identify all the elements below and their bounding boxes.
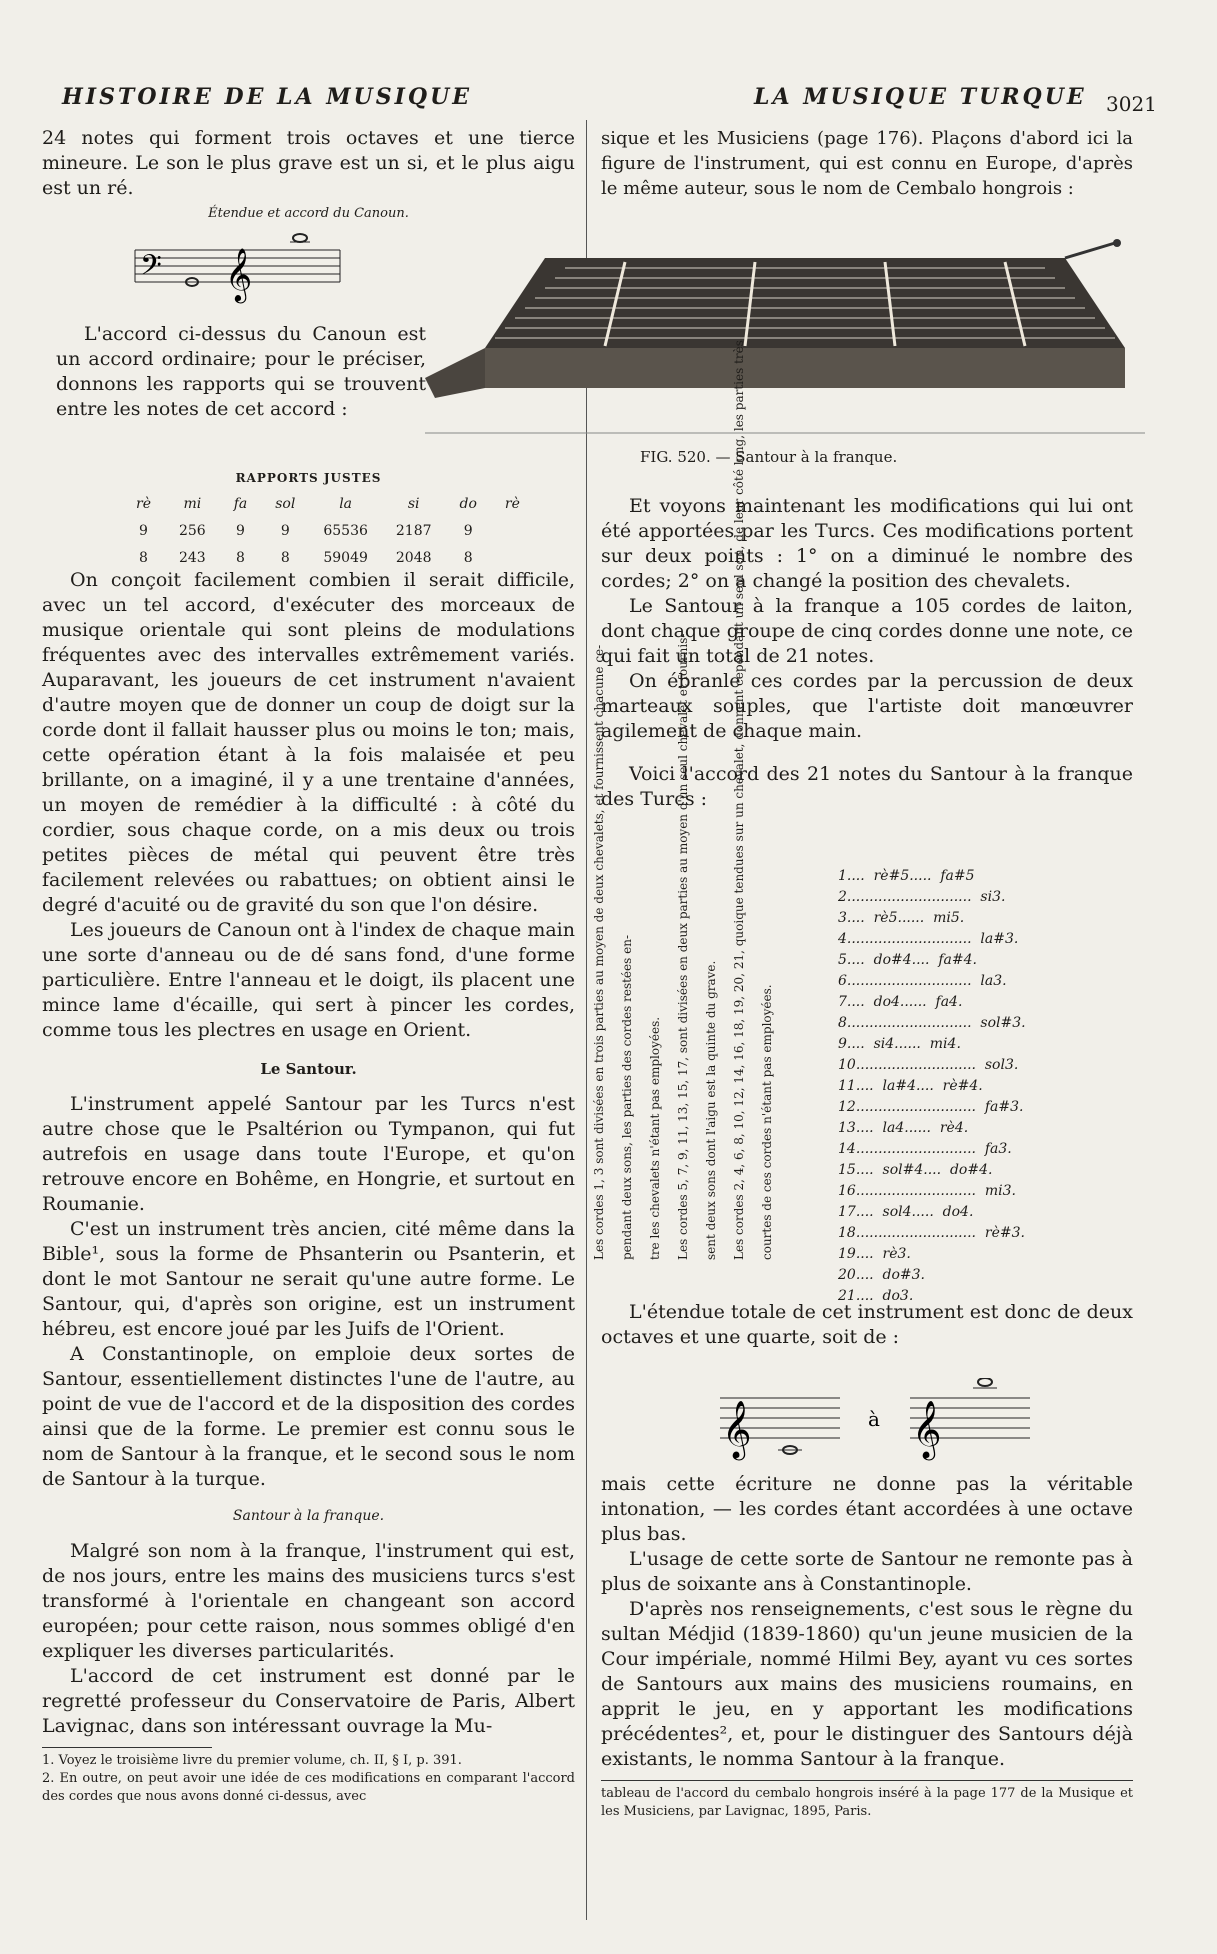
vertical-note-line: pendant deux sons, les parties des cordes restées en- [620,935,634,1260]
svg-text:𝄞: 𝄞 [722,1400,752,1458]
right-column-end [601,1472,1133,1821]
paragraph-intro: 24 notes qui forment trois octaves et une tierce mineure. Le son le plus grave est un si, et le plus aigu est un ré. [42,127,575,199]
ratio-note-name: sol [275,496,296,512]
tuning-note-row: 2............................ si3. [838,889,1006,905]
footnote-continuation: tableau de l'accord du cembalo hongrois inséré à la page 177 de la Musique et les Musiciens, par Lavignac, 1895, Paris. [601,1786,1133,1819]
left-column [42,126,575,226]
ratio-numerator: 256 [178,523,206,539]
vertical-note-line: Les cordes 1, 3 sont divisées en trois parties au moyen de deux chevalets, et fournissent chacune ce- [592,644,606,1260]
footnote-separator [42,1747,212,1748]
tuning-note-row: 20.... do#3. [838,1267,925,1283]
tuning-note-row: 11.... la#4.... rè#4. [838,1078,983,1094]
ratio-note-name: mi [183,496,202,512]
paragraph-right-1: Et voyons maintenant les modifications qui lui ont été apportées par les Turcs. Ces modifications portent sur deux points : 1° on a diminué le nombre des cordes; 2° on a changé la position des chevalets. [601,495,1133,592]
paragraph-left-2: Les joueurs de Canoun ont à l'index de chaque main une sorte d'anneau ou de dé sans fond, d'une forme particulière. Entre l'anneau et le doigt, ils placent une mince lame d'écaille, qui sert à pincer les cordes, comme tous les plectres en usage en Orient. [42,919,575,1041]
tuning-note-row: 9.... si4...... mi4. [838,1036,961,1052]
ratio-note-name: la [339,496,353,512]
tuning-note-row: 6............................ la3. [838,973,1007,989]
tuning-note-row: 13.... la4...... rè4. [838,1120,969,1136]
figure-caption: FIG. 520. — Santour à la franque. [640,448,898,466]
paragraph-right-6: mais cette écriture ne donne pas la véritable intonation, — les cordes étant accordées à une octave plus bas. [601,1473,1133,1545]
paragraph-right-5: L'étendue totale de cet instrument est donc de deux octaves et une quarte, soit de : [601,1301,1133,1348]
footnote-1: 1. Voyez le troisième livre du premier volume, ch. II, § I, p. 391. [42,1753,462,1768]
santour-range-staff [720,1378,1140,1463]
ratio-denominator: 8 [280,550,290,566]
paragraph-left-7: L'accord de cet instrument est donné par le regretté professeur du Conservatoire de Paris, Albert Lavignac, dans son intéressant ouvrage la Mu- [42,1665,575,1737]
tuning-note-row: 1.... rè#5..... fa#5 [838,868,975,884]
footnote-separator-right [601,1780,1133,1781]
footnote-2: 2. En outre, on peut avoir une idée de ces modifications en comparant l'accord des cordes que nous avons donné ci-dessus, avec [42,1771,575,1804]
paragraph-left-5: A Constantinople, on emploie deux sortes de Santour, essentiellement distinctes l'une de l'autre, au point de vue de l'accord et de la disposition des cordes ainsi que de la forme. Le premier est connu sous le nom de Santour à la franque, et le second sous le nom de Santour à la turque. [42,1343,575,1490]
ratio-denominator: 59049 [323,550,368,566]
vertical-note-line: Les cordes 5, 7, 9, 11, 13, 15, 17, sont divisées en deux parties au moyen d'un seul chevalet et fournis- [676,633,690,1260]
vertical-note-line: sent deux sons dont l'aigu est la quinte du grave. [704,960,718,1260]
ratio-note-name: fa [233,496,248,512]
tuning-note-row: 5.... do#4.... fa#4. [838,952,977,968]
paragraph-accord: L'accord ci-dessus du Canoun est un accord ordinaire; pour le préciser, donnons les rapports qui se trouvent entre les notes de cet accord : [56,323,426,420]
canoun-range-staff [130,228,345,308]
vertical-note-line: courtes de ces cordes n'étant pas employées. [760,984,774,1260]
paragraph-right-3: On ébranle ces cordes par la percussion de deux marteaux souples, que l'artiste doit manœuvrer agilement de chaque main. [601,670,1133,742]
tuning-note-row: 8............................ sol#3. [838,1015,1026,1031]
tuning-notes-list [838,866,1026,1307]
tuning-note-row: 3.... rè5...... mi5. [838,910,965,926]
svg-text:𝄞: 𝄞 [912,1400,942,1458]
vertical-note-line: tre les chevalets n'étant pas employées. [648,1016,662,1260]
ratio-numerator: 9 [236,523,245,539]
svg-text:𝄢: 𝄢 [140,249,162,289]
santour-illustration [425,238,1145,448]
ratio-note-name: rè [504,496,520,512]
range-connector: à [868,1407,880,1431]
paragraph-right-top: sique et les Musiciens (page 176). Plaçons d'abord ici la figure de l'instrument, qui est connu en Europe, d'après le même auteur, sous le nom de Cembalo hongrois : [601,128,1133,199]
ratio-note-name: rè [136,496,151,512]
svg-text:𝄞: 𝄞 [225,247,253,301]
canoun-accord-text [56,322,426,422]
tuning-note-row: 12........................... fa#3. [838,1099,1024,1115]
paragraph-left-4: C'est un instrument très ancien, cité même dans la Bible¹, sous la forme de Phsanterin ou Psanterin, et dont le mot Santour ne serait qu'une autre forme. Le Santour, qui, d'après son origine, est un instrument hébreu, est encore joué par les Juifs de l'Orient. [42,1218,575,1340]
canoun-figure-title: Étendue et accord du Canoun. [208,206,409,221]
ratio-denominator: 8 [463,550,473,566]
ratios-title: RAPPORTS JUSTES [235,471,382,485]
tuning-note-row: 19.... rè3. [838,1246,911,1262]
running-header-left: HISTOIRE DE LA MUSIQUE [62,84,473,110]
ratio-denominator: 8 [236,550,245,566]
tuning-note-row: 14........................... fa3. [838,1141,1012,1157]
tuning-note-row: 18........................... rè#3. [838,1225,1025,1241]
left-column-body [42,568,575,1806]
paragraph-left-1: On conçoit facilement combien il serait difficile, avec un tel accord, d'exécuter des morceaux de musique orientale qui sont pleins de modulations fréquentes avec des intervalles extrêmement variés. Auparavant, les joueurs de cet instrument n'avaient d'autre moyen que de donner un coup de doigt sur la corde dont il fallait hausser plus ou moins le ton; mais, cette opération étant à la fois malaisée et peu brillante, on a imaginé, il y a une trentaine d'années, un moyen de remédier à la difficulté : à côté du cordier, sous chaque corde, on a mis deux ou trois petites pièces de métal qui peuvent être très facilement relevées ou rabattues; on obtient ainsi le degré d'acuité ou de gravité du son que l'on désire. [42,569,575,916]
ratio-denominator: 2048 [395,550,432,566]
paragraph-left-3: L'instrument appelé Santour par les Turcs n'est autre chose que le Psaltérion ou Tympanon, qui fut autrefois en usage dans toute l'Europe, et qu'on retrouve encore en Bohême, en Hongrie, et surtout en Roumanie. [42,1093,575,1215]
right-column-top [601,126,1133,201]
ratio-numerator: 9 [139,523,148,539]
paragraph-right-8: D'après nos renseignements, c'est sous le règne du sultan Médjid (1839-1860) qu'un jeune musicien de la Cour impériale, nommé Hilmi Bey, ayant vu ces sortes de Santours aux mains des musiciens roumains, en apprit le jeu, en y apportant les modifications précédentes², et, pour le distinguer des Santours déjà existants, le nomma Santour à la franque. [601,1598,1133,1770]
paragraph-left-6: Malgré son nom à la franque, l'instrument qui est, de nos jours, entre les mains des musiciens turcs s'est transformé à l'orientale en changeant son accord européen; pour cette raison, nous sommes obligé d'en expliquer les diverses particularités. [42,1540,575,1662]
tuning-note-row: 16........................... mi3. [838,1183,1016,1199]
page-number: 3021 [1106,92,1157,116]
running-header-right: LA MUSIQUE TURQUE [754,84,1087,110]
ratio-note-name: do [459,496,477,512]
range-text [601,1300,1133,1350]
ratios-table [122,491,575,572]
subheading-santour-franque: Santour à la franque. [232,1508,385,1524]
paragraph-right-7: L'usage de cette sorte de Santour ne remonte pas à plus de soixante ans à Constantinople. [601,1548,1133,1595]
tuning-note-row: 7.... do4...... fa4. [838,994,963,1010]
heading-santour: Le Santour. [260,1060,357,1078]
tuning-note-row: 10........................... sol3. [838,1057,1019,1073]
ratio-numerator: 9 [463,523,473,539]
tuning-note-row: 21.... do3. [838,1288,914,1304]
paragraph-right-2: Le Santour à la franque a 105 cordes de laiton, dont chaque groupe de cinq cordes donne une note, ce qui fait un total de 21 notes. [601,595,1133,667]
ratio-note-name: si [407,496,420,512]
ratio-numerator: 65536 [323,523,368,539]
tuning-note-row: 15.... sol#4.... do#4. [838,1162,993,1178]
vertical-note-line: Les cordes 2, 4, 6, 8, 10, 12, 14, 16, 18, 19, 20, 21, quoique tendues sur un chevalet, donnent cependant un seul son, de leur côté long, les parties très [732,340,746,1260]
paragraph-right-4: Voici l'accord des 21 notes du Santour à la franque des Turcs : [601,763,1133,810]
tuning-note-row: 17.... sol4..... do4. [838,1204,974,1220]
ratio-numerator: 2187 [395,523,432,539]
tuning-note-row: 4............................ la#3. [838,931,1019,947]
ratio-numerator: 9 [280,523,290,539]
ratios-block [42,466,575,572]
ratio-denominator: 8 [139,550,148,566]
ratio-denominator: 243 [178,550,206,566]
